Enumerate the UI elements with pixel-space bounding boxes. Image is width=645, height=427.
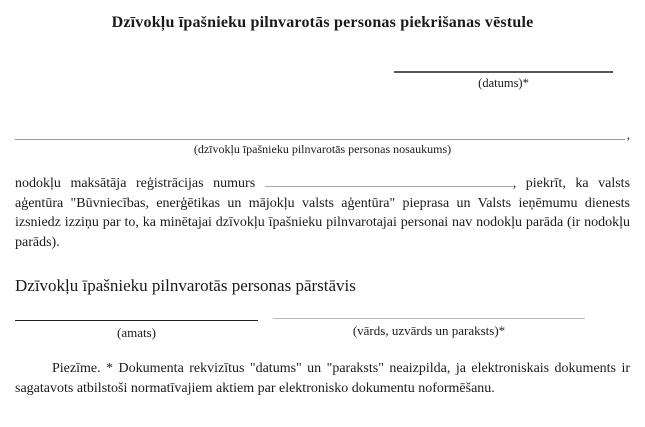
name-field-block [15,127,630,157]
date-blank-line [394,71,613,73]
date-caption: (datums)* [478,76,529,90]
body-paragraph [15,174,630,252]
position-caption: (amats) [117,325,156,340]
signature-blank-line [273,318,585,319]
signature-row [15,320,630,341]
paragraph-text-after-blank: , piekrīt, ka valsts aģentūra "Būvniecības, enerģētikas un mājokļu valsts aģentūra" pieprasa un Valsts ieņēmumu dienests izsniedz izziņu par to, ka minētajai dzīvokļu īpašnieku pilnvarotajai personai nav nodokļu parāda (ir nodokļu parāds). [15,176,631,250]
name-caption: (dzīvokļu īpašnieku pilnvarotās personas nosaukums) [193,142,452,156]
position-field-block [15,320,258,341]
note-paragraph: Piezīme. * Dokumenta rekvizītus "datums" un "paraksts" neaizpilda, ja elektroniskais dokuments ir sagatavots atbilstoši normatīvajiem aktiem par elektronisko dokumentu noformēšanu. [15,361,630,396]
name-line-row [15,127,630,140]
date-field-block [394,71,613,91]
document-title: Dzīvokļu īpašnieku pilnvarotās personas piekrišanas vēstule [111,14,534,31]
registration-number-blank-line [265,175,513,187]
paragraph-text-before-blank: nodokļu maksātāja reģistrācijas numurs [15,176,256,191]
signature-caption: (vārds, uzvārds un paraksts)* [352,323,506,338]
position-blank-line [15,320,258,321]
representative-heading: Dzīvokļu īpašnieku pilnvarotās personas pārstāvis [15,276,356,295]
name-blank-line [15,127,625,140]
signature-field-block [273,320,585,341]
name-line-comma: , [626,127,630,142]
